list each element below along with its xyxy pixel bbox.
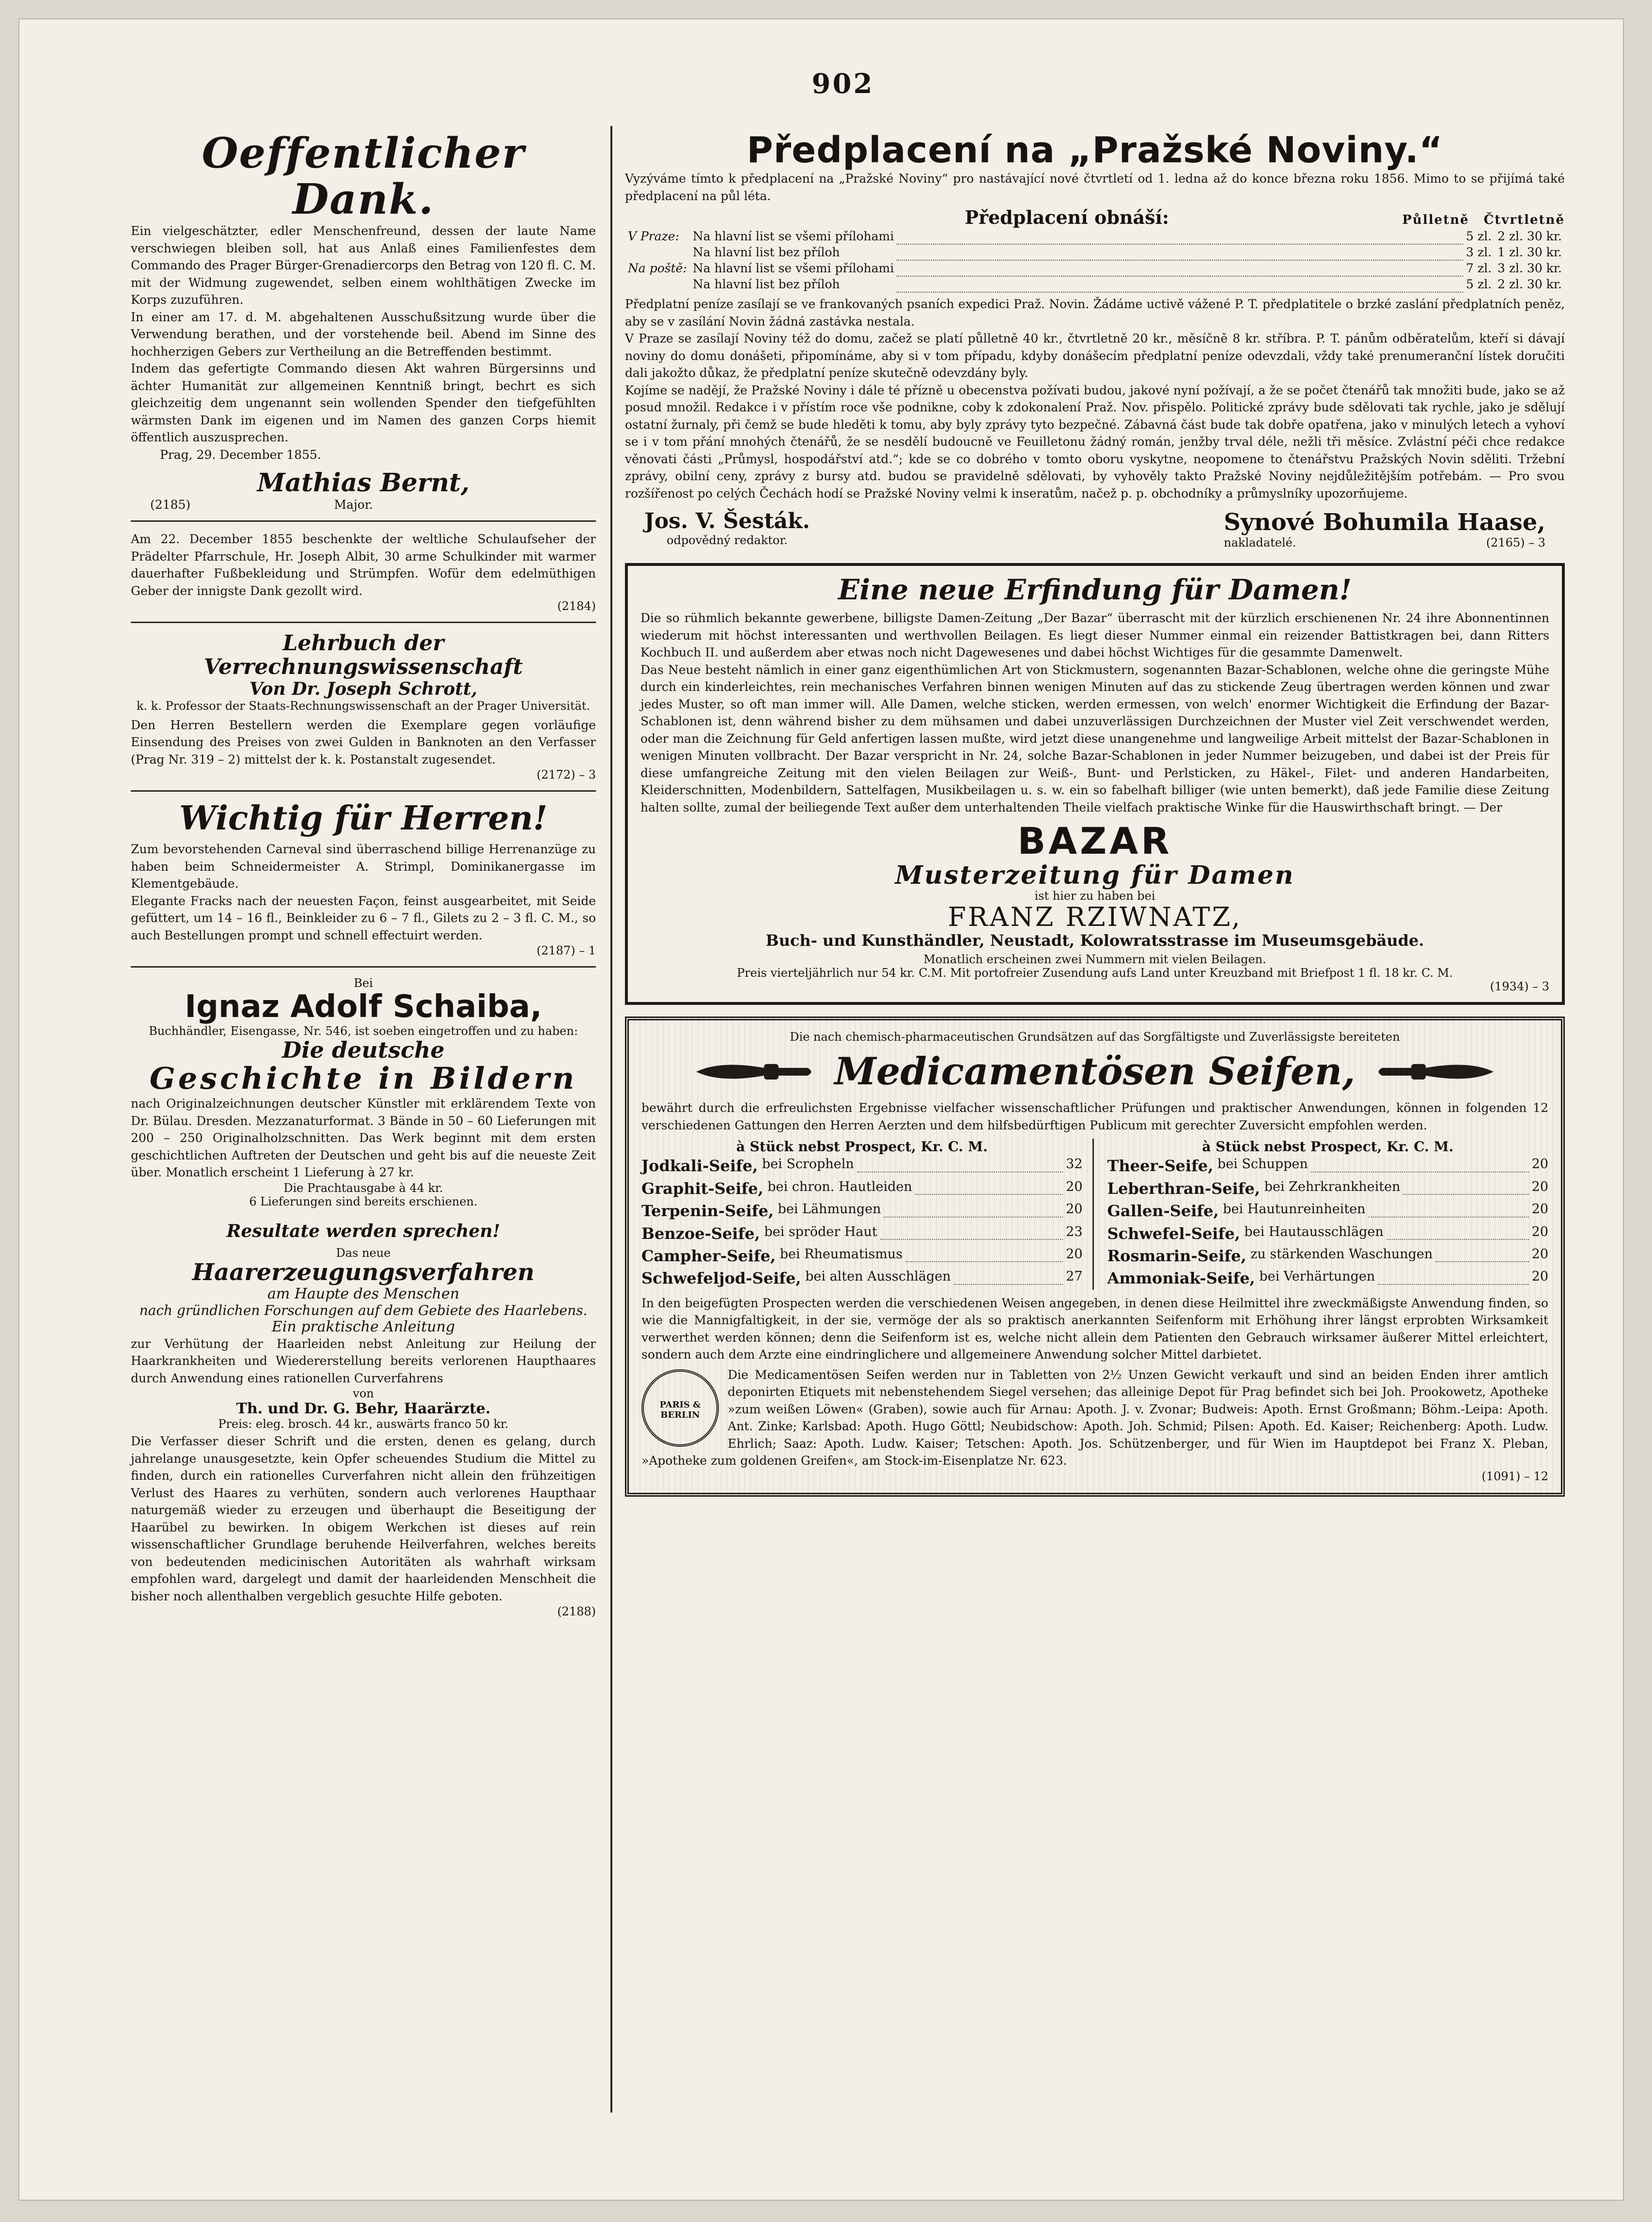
textbook-author: Von Dr. Joseph Schrott, [249, 678, 478, 699]
list-item [641, 1155, 1083, 1177]
soap-name: Schwefeljod-Seife, [641, 1269, 801, 1288]
soap-use: bei Scropheln [762, 1157, 854, 1172]
bazar-ref: (1934) – 3 [1490, 980, 1549, 994]
subs-publisher-name: Synové Bohumila Haase, [1224, 509, 1545, 536]
history-book-ad [131, 976, 596, 1208]
list-item [1107, 1155, 1549, 1177]
subs-col-quarter: Čtvrtletně [1483, 213, 1565, 228]
list-item [641, 1177, 1083, 1200]
subs-col-half: Půlletně [1402, 213, 1469, 228]
soap-price: 20 [1531, 1157, 1548, 1172]
soap-p1: bewährt durch die erfreulichsten Ergebnisse vielfacher wissenschaftlicher Prüfungen und praktischer Anwendungen, können in folgenden 12 verschiedenen Gattungen den Herren Aerzten und dem hilfsbedürftigen Publicum mit gerechter Zuversicht empfohlen werden. [641, 1101, 1548, 1132]
soap-use: bei chron. Hautleiden [767, 1179, 912, 1194]
seal-icon [641, 1369, 719, 1447]
row-label: Na hlavní list bez příloh [692, 277, 840, 292]
row-quarter: 1 zl. 30 kr. [1497, 245, 1562, 260]
history-prefix: Bei [354, 976, 373, 990]
thanks-body-2: In einer am 17. d. M. abgehaltenen Ausschußsitzung wurde über die Verwendung berathen, und der vorstehende beil. Abend im Sinne des hochherzigen Gebers zur Vertheilung an die Betreffenden bestimmt. [131, 310, 596, 359]
thanks-role: Major. [334, 498, 373, 512]
soap-title: Medicamentösen Seifen, [834, 1049, 1356, 1094]
rule [131, 520, 596, 522]
soap-ref: (1091) – 12 [1481, 1469, 1548, 1483]
hair-price: Preis: eleg. brosch. 44 kr., auswärts franco 50 kr. [218, 1417, 509, 1431]
textbook-body: Den Herren Bestellern werden die Exemplare gegen vorläufige Einsendung des Preises von zwei Gulden in Banknoten an den Verfasser (Prag Nr. 319 – 2) mittelst der k. k. Postanstalt zugesendet. [131, 718, 596, 767]
rule [131, 790, 596, 792]
soap-p3: Die Medicamentösen Seifen werden nur in Tabletten von 2½ Unzen Gewicht verkauft und sind an beiden Enden ihrer amtlich deponirten Etiquets mit nebenstehendem Siegel versehen; das alleinige Depot für Prag befindet sich bei Joh. Prookowetz, Apotheke »zum weißen Löwen« (Graben), sowie auch für Arnau: Apoth. J. v. Zvonar; Budweis: Apoth. Ernst Großmann; Böhm.-Leipa: Apoth. Ant. Zinke; Karlsbad: Apoth. Hugo Göttl; Neubidschow: Apoth. Joh. Schmid; Pilsen: Apoth. Ed. Kaiser; Reichenberg: Apoth. Ludw. Ehrlich; Saaz: Apoth. Ludw. Kaiser; Tetschen: Apoth. Jos. Schützenberger, und für Wien im Hauptdepot bei Franz X. Pleban, »Apotheke zum goldenen Greifen«, am Stock-im-Eisenplatze Nr. 623. [641, 1367, 1548, 1468]
soap-ad [625, 1017, 1565, 1496]
soap-name: Jodkali-Seife, [641, 1157, 758, 1175]
page-number: 902 [811, 68, 874, 100]
table-row [625, 276, 1565, 292]
soap-price: 20 [1531, 1246, 1548, 1262]
hair-sub-2: nach gründlichen Forschungen auf dem Gebiete des Haarlebens. [139, 1302, 588, 1318]
bazar-brand: BAZAR [1017, 819, 1172, 863]
soap-name: Schwefel-Seife, [1107, 1224, 1240, 1243]
soap-price: 20 [1066, 1246, 1083, 1262]
soap-col-head-right: à Stück nebst Prospect, Kr. C. M. [1202, 1139, 1454, 1155]
soap-price: 20 [1531, 1269, 1548, 1284]
school-body: Am 22. December 1855 beschenkte der weltliche Schulaufseher der Prädelter Pfarrschule, Hr. Joseph Albit, 30 arme Schulkinder mit warmer dauerhafter Fußbekleidung und Strümpfen. Wofür dem edelmüthigen Geber der innigste Dank gezollt wird. [131, 532, 596, 598]
right-column [625, 131, 1565, 1497]
soap-use: bei Schuppen [1217, 1157, 1308, 1172]
row-quarter: 2 zl. 30 kr. [1497, 277, 1562, 292]
textbook-ad [131, 632, 596, 782]
dot-leader [897, 276, 1463, 292]
hair-authors: Th. und Dr. G. Behr, Haarärzte. [236, 1400, 491, 1418]
bazar-title: Eine neue Erfindung für Damen! [838, 573, 1352, 607]
list-item [1107, 1245, 1549, 1267]
soap-intro: Die nach chemisch-pharmaceutischen Grundsätzen auf das Sorgfältigste und Zuverlässigste bereiteten [790, 1030, 1400, 1044]
row-place [625, 244, 690, 260]
dot-leader [897, 260, 1463, 276]
list-item [1107, 1222, 1549, 1245]
soap-price: 20 [1531, 1202, 1548, 1217]
list-item [1107, 1177, 1549, 1200]
soap-price: 23 [1066, 1224, 1083, 1239]
soap-use: bei Verhärtungen [1259, 1269, 1375, 1284]
row-label: Na hlavní list se všemi přílohami [692, 229, 894, 244]
list-item [641, 1267, 1083, 1289]
mens-ref: (2187) – 1 [536, 944, 596, 958]
subs-p1: Předplatní peníze zasílají se ve frankovaných psaních expedici Praž. Novin. Žádáme uctivě vážené P. T. předplatitele o brzké zaslání předplatních peněz, aby se v zasílání Novin žádná zastávka nestala. [625, 297, 1565, 329]
pointing-hand-left-icon [1372, 1057, 1498, 1086]
row-place [625, 276, 690, 292]
soap-name: Terpenin-Seife, [641, 1202, 774, 1221]
history-body: nach Originalzeichnungen deutscher Künstler mit erklärendem Texte von Dr. Bülau. Dresden. Mezzanaturformat. 3 Bände in 50 – 60 Lieferungen mit 200 – 250 Originalholzschnitten. Das Werk beginnt mit dem ersten geschichtlichen Auftreten der Deutschen und geht bis auf die neueste Zeit über. Monatlich erscheint 1 Lieferung à 27 kr. [131, 1096, 596, 1180]
seal-text: PARIS & BERLIN [659, 1399, 701, 1420]
subs-p2: V Praze se zasílají Noviny též do domu, začež se platí půlletně 40 kr., čtvrtletně 20 kr., měsíčně 8 kr. stříbra. P. T. pánům odběratelům, kteří si dávají noviny do domu donášeti, připomínáme, aby si v tom případu, kdyby donášecím předplatní peníze odevzdali, vždy také prenumeranční lístek doručiti dali jakožto důkaz, že předplatní peníze skutečně odevzdány byly. [625, 331, 1565, 380]
thanks-signature: Mathias Bernt, [257, 468, 470, 498]
soap-name: Campher-Seife, [641, 1246, 776, 1265]
bazar-subtitle: Musterzeitung für Damen [895, 860, 1295, 890]
mens-title: Wichtig für Herren! [179, 799, 548, 838]
soap-use: bei spröder Haut [764, 1224, 877, 1239]
soap-price: 32 [1066, 1157, 1083, 1172]
table-row [625, 228, 1565, 244]
hair-body-2: Die Verfasser dieser Schrift und die ersten, denen es gelang, durch jahrelange unausgesetzte, kein Opfer scheuendes Studium die Mittel zu finden, durch ein rationelles Curverfahren nicht allein den frühzeitigen Verlust des Haares zu verhüten, sondern auch verlorenes Haupthaar naturgemäß wieder zu erzeugen und überhaupt die Beseitigung der Haarübel zu bewirken. In obigem Werkchen ist dieses auf rein wissenschaftlicher Grundlage beruhende Heilverfahren, welches bereits von bedeutenden medicinischen Autoritäten als wahrhaft wirksam empfohlen ward, dargelegt und damit der haarleidenden Menschheit die bisher noch allenthalben vergeblich gesuchte Hilfe geboten. [131, 1434, 596, 1603]
soap-price: 20 [1531, 1224, 1548, 1239]
column-divider [610, 126, 612, 2112]
subs-editor-role: odpovědný redaktor. [667, 533, 788, 548]
hair-title: Haarerzeugungsverfahren [192, 1258, 535, 1286]
soap-list [641, 1139, 1548, 1289]
soap-price: 27 [1066, 1269, 1083, 1284]
soap-name: Theer-Seife, [1107, 1157, 1214, 1175]
thanks-place-date: Prag, 29. December 1855. [160, 447, 321, 462]
soap-name: Gallen-Seife, [1107, 1202, 1219, 1221]
hair-sub-3: Ein praktische Anleitung [271, 1318, 455, 1335]
left-column [131, 131, 596, 1618]
bazar-price: Preis vierteljährlich nur 54 kr. C.M. Mit portofreier Zusendung aufs Land unter Kreuzband mit Briefpost 1 fl. 18 kr. C. M. [737, 966, 1453, 980]
bazar-p1: Die so rühmlich bekannte gewerbene, billigste Damen-Zeitung „Der Bazar“ überrascht mit der kürzlich erschienenen Nr. 24 ihre Abonnentinnen wiederum mit höchst interessanten und werthvollen Beilagen. Es liegt dieser Nummer einmal ein reizender Battistkragen bei, dann Ritters Kochbuch II. und außerdem aber etwas noch nicht Dagewesenes und dabei höchst Wichtiges für die gesammte Damenwelt. [640, 611, 1549, 660]
textbook-author-desc: k. k. Professor der Staats-Rechnungswissenschaft an der Prager Universität. [136, 699, 591, 713]
hair-ad [131, 1221, 596, 1618]
list-item [1107, 1267, 1549, 1289]
textbook-title: Lehrbuch der Verrechnungswissenschaft [203, 631, 523, 679]
subs-ref: (2165) – 3 [1486, 536, 1545, 550]
thanks-body-1: Ein vielgeschätzter, edler Menschenfreund, dessen der laute Name verschwiegen bleiben soll, hat aus Anlaß eines Familienfestes dem Commando des Prager Bürger-Grenadiercorps den Betrag von 120 fl. C. M. mit der Widmung zugewendet, selben einem wohlthätigen Zwecke im Korps zuzuführen. [131, 224, 596, 307]
bazar-p2: Das Neue besteht nämlich in einer ganz eigenthümlichen Art von Stickmustern, sogenannten Bazar-Schablonen, welche ohne die geringste Mühe durch ein kinderleichtes, rein mechanisches Verfahren binnen wenigen Minuten auf das zu stickende Zeug übertragen werden können und zwar jedes Muster, so oft man immer will. Alle Damen, welche sticken, werden ermessen, von welch' enormer Wichtigkeit die Erfindung der Bazar-Schablonen ist, denn während bisher zu dem mühsamen und dabei unzuverlässigen Durchzeichnen der Muster viel Zeit verschwendet werden, oder man die Zeichnung für Geld anfertigen lassen mußte, wird jetzt diese unangenehme und langweilige Arbeit mittelst der Bazar-Schablonen in wenigen Minuten vollbracht. Der Bazar verspricht in Nr. 24, solche Bazar-Schablonen in jeder Nummer beizugeben, und dabei ist der Preis für diese umfangreiche Zeitung mit den vielen Beilagen zur Weiß-, Bunt- und Perlsticken, zu Häkel-, Filet- und anderen Handarbeiten, Kleiderschnitten, Modenbildern, Sattelfagen, Musikbeilagen u. s. w. ein so fabelhaft billiger (wie unten bemerkt), daß jede Familie diese Zeitung halten sollte, zumal der beiliegende Text außer dem unterhaltenden Theile vielfach praktische Winke für die Hauswirthschaft bringt. — Der [640, 662, 1549, 814]
row-quarter: 2 zl. 30 kr. [1497, 229, 1562, 244]
soap-use: bei alten Ausschlägen [805, 1269, 951, 1284]
list-item [641, 1200, 1083, 1222]
soap-use: bei Zehrkrankheiten [1264, 1179, 1401, 1194]
dot-leader [897, 244, 1463, 260]
soap-name: Benzoe-Seife, [641, 1224, 760, 1243]
row-label: Na hlavní list se všemi přílohami [692, 261, 894, 276]
row-quarter: 3 zl. 30 kr. [1497, 261, 1562, 276]
hair-body-1: zur Verhütung der Haarleiden nebst Anleitung zur Heilung der Haarkrankheiten und Wiedererstellung bereits verlorenen Haupthaares durch Anwendung eines rationellen Curverfahrens [131, 1336, 596, 1385]
subs-publisher-role: nakladatelé. [1224, 536, 1296, 550]
mens-clothing-ad [131, 800, 596, 957]
bazar-freq: Monatlich erscheinen zwei Nummern mit vielen Beilagen. [923, 953, 1266, 967]
soap-name: Leberthran-Seife, [1107, 1179, 1261, 1198]
subs-header: Předplacení obnáší: [965, 206, 1169, 229]
history-title-2: Geschichte in Bildern [149, 1061, 577, 1096]
subs-editor-name: Jos. V. Šesták. [644, 509, 810, 534]
history-line-3: 6 Lieferungen sind bereits erschienen. [249, 1194, 478, 1208]
history-line-2: Die Prachtausgabe à 44 kr. [283, 1181, 443, 1195]
mens-body-2: Elegante Fracks nach der neuesten Façon, feinst ausgearbeitet, mit Seide gefüttert, um 14 – 16 fl., Beinkleider zu 6 – 7 fl., Gilets zu 2 – 3 fl. C. M., so auch Bestellungen prompt und schnell effectuirt werden. [131, 893, 596, 942]
history-title-1: Die deutsche [282, 1036, 445, 1063]
row-half: 5 zl. [1466, 277, 1492, 292]
soap-price: 20 [1531, 1179, 1548, 1194]
soap-price: 20 [1066, 1202, 1083, 1217]
list-item [641, 1245, 1083, 1267]
rule [131, 622, 596, 623]
newspaper-page [19, 19, 1623, 2200]
hair-sub-1: am Haupte des Menschen [267, 1285, 460, 1302]
row-place: Na poště: [628, 261, 687, 276]
soap-use: bei Hautausschlägen [1244, 1224, 1384, 1239]
soap-use: bei Hautunreinheiten [1223, 1202, 1366, 1217]
history-publisher-desc: Buchhändler, Eisengasse, Nr. 546, ist soeben eingetroffen und zu haben: [149, 1024, 578, 1038]
row-half: 3 zl. [1466, 245, 1492, 260]
bazar-avail: ist hier zu haben bei [1034, 889, 1155, 903]
textbook-ref: (2172) – 3 [536, 768, 596, 782]
dot-leader [897, 228, 1463, 244]
row-place: V Praze: [628, 229, 680, 244]
list-item [1107, 1200, 1549, 1222]
pointing-hand-right-icon [691, 1057, 817, 1086]
soap-use: zu stärkenden Waschungen [1250, 1246, 1433, 1262]
soap-p2: In den beigefügten Prospecten werden die verschiedenen Weisen angegeben, in denen diese Heilmittel ihre zweckmäßigste Anwendung finden, so wie die Mannigfaltigkeit, in der sie, vermöge der als so praktisch anerkannten Seifenform mit Erhöhung ihrer längst erprobten Wirksamkeit verwerthet werden können; denn die Seifenform ist es, welche nicht allein dem Patienten den Gebrauch wirksamer äußerer Mittel erleichtert, sondern auch dem Arzte eine eindringlichere und allgemeinere Anwendung solcher Mittel darbietet. [641, 1296, 1548, 1362]
row-half: 7 zl. [1466, 261, 1492, 276]
subs-p3: Kojíme se nadějí, že Pražské Noviny i dále té přízně u obecenstva požívati budou, jakové nyní požívají, a že se počet čtenářů tak množiti bude, jako se až posud množil. Redakce i v přístím roce vše podnikne, coby k zdokonalení Praž. Nov. přispělo. Politické zprávy bude sdělovati tak rychle, jako je sdělují ostatní žurnaly, při čemž se bude hleděti k tomu, aby byly zprávy tyto bezpečné. Zábavná část bude tak dobře opatřena, jako v minulých letech a vyhoví se i v tom přání mnohých čtenářů, že se nesdělí budoucně ve Feuilletonu žádný román, jenžby trval déle, nežli tři měsíce. Zvlástní péči chce redakce věnovati části „Průmysl, hospodářství atd.“; kde se co dobrého v tomto oboru vyskytne, neopomene to čtenářstvu Pražských Novin sděliti. Tržební zprávy, obilní ceny, zprávy z bursy atd. budou se pravidelně sdělovati, by vyhověly takto Pražské Noviny nejdůležitějším potřebám. — Pro svou rozšířenost po celých Čechách hodí se Pražské Noviny velmi k inseratům, načež p. p. obchodníky a průmyslníky upozorňujeme. [625, 383, 1565, 501]
hair-ref: (2188) [557, 1605, 596, 1619]
thanks-title: Oeffentlicher Dank. [202, 129, 525, 224]
row-half: 5 zl. [1466, 229, 1492, 244]
soap-col-head-left: à Stück nebst Prospect, Kr. C. M. [736, 1139, 988, 1155]
thanks-ref: (2185) [150, 498, 191, 512]
soap-use: bei Rheumatismus [779, 1246, 903, 1262]
subscription-notice [625, 131, 1565, 549]
soap-use: bei Lähmungen [778, 1202, 881, 1217]
list-item [641, 1222, 1083, 1245]
thanks-body-3: Indem das gefertigte Commando diesen Akt wahren Bürgersinns und ächter Humanität zur allgemeinen Kenntniß bringt, bechrt es sich gleichzeitig dem ungenannt sein wollenden Spender den tiefgefühlten wärmsten Dank im eigenen und im Namen des ganzen Corps hiemit öffentlich auszusprechen. [131, 361, 596, 445]
soap-name: Rosmarin-Seife, [1107, 1246, 1247, 1265]
mens-body-1: Zum bevorstehenden Carneval sind überraschend billige Herrenanzüge zu haben beim Schneidermeister A. Strimpl, Dominikanergasse im Klementgebäude. [131, 842, 596, 891]
row-label: Na hlavní list bez příloh [692, 245, 840, 260]
subs-title: Předplacení na „Pražské Noviny.“ [747, 129, 1443, 171]
hair-by: von [353, 1387, 374, 1401]
bazar-ad [625, 563, 1565, 1005]
subs-price-table [625, 228, 1565, 293]
school-notice [131, 531, 596, 613]
hair-pre: Das neue [336, 1246, 391, 1260]
history-publisher: Ignaz Adolf Schaiba, [185, 989, 542, 1025]
soap-name: Graphit-Seife, [641, 1179, 764, 1198]
thanks-notice [131, 131, 596, 512]
school-ref: (2184) [557, 599, 596, 613]
soap-name: Ammoniak-Seife, [1107, 1269, 1255, 1288]
hair-kicker: Resultate werden sprechen! [226, 1221, 500, 1241]
rule [131, 966, 596, 968]
bazar-dealer-desc: Buch- und Kunsthändler, Neustadt, Kolowratsstrasse im Museumsgebäude. [765, 931, 1424, 950]
table-row [625, 260, 1565, 276]
subs-intro: Vyzýváme tímto k předplacení na „Pražské Noviny“ pro nastávající nové čtvrtletí od 1. ledna až do konce března roku 1856. Mimo to se přijímá také předplacení na půl léta. [625, 172, 1565, 203]
soap-price: 20 [1066, 1179, 1083, 1194]
table-row [625, 244, 1565, 260]
bazar-dealer: FRANZ RZIWNATZ, [948, 901, 1242, 932]
